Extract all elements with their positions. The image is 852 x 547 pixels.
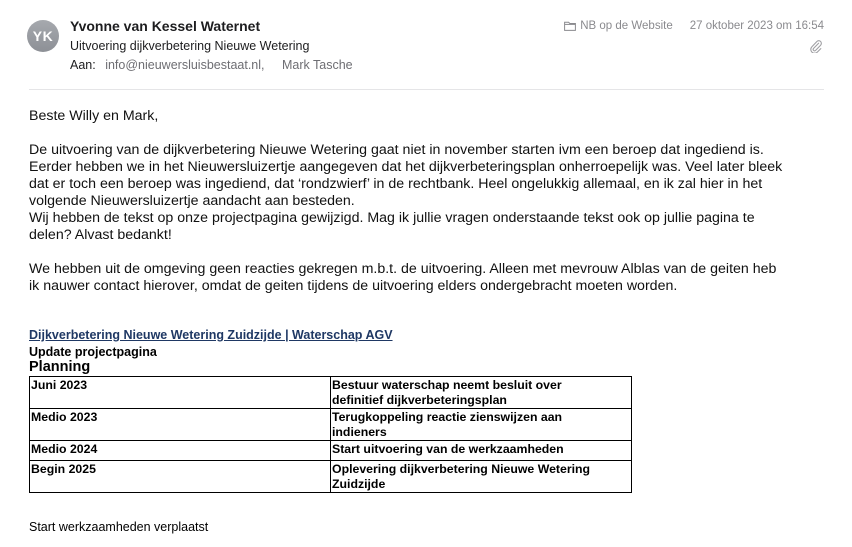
paragraph-line: dat er toch een beroep was ingediend, dat ‘rondzwierf’ in de rechtbank. Heel ongelukkig allemaal, en ik zal hier in het (29, 176, 763, 192)
planning-activity (331, 409, 632, 441)
activity-line: indieners (332, 425, 387, 439)
paperclip-icon (810, 40, 822, 53)
planning-date: Medio 2024 (30, 441, 331, 461)
activity-line: Terugkoppeling reactie zienswijzen aan (332, 410, 563, 424)
to-label: Aan: (70, 58, 96, 72)
paragraph-line: ik nauwer contact hierover, omdat de geiten tijdens de uitvoering elders ondergebracht moeten worden. (29, 278, 678, 294)
recipient-1[interactable]: info@nieuwersluisbestaat.nl, (105, 58, 265, 72)
message-date: 27 oktober 2023 om 16:54 (689, 20, 824, 32)
planning-activity (331, 377, 632, 409)
message-meta (564, 20, 824, 32)
project-page-link[interactable]: Dijkverbetering Nieuwe Wetering Zuidzijde | Waterschap AGV (29, 328, 393, 342)
paragraph-line: volgende Nieuwersluizertje aandacht aan besteden. (29, 193, 355, 209)
planning-date: Juni 2023 (30, 377, 331, 409)
footer-text: Start werkzaamheden verplaatst (29, 520, 209, 534)
paragraph-1 (29, 142, 829, 244)
sender-avatar[interactable]: YK (27, 20, 59, 52)
recipient-2[interactable]: Mark Tasche (282, 58, 353, 72)
mailbox-folder[interactable] (564, 20, 672, 32)
attachment-indicator[interactable] (810, 40, 822, 58)
planning-activity (331, 461, 632, 493)
paragraph-line: De uitvoering van de dijkverbetering Nieuwe Wetering gaat niet in november starten ivm een beroep dat ingediend is. (29, 142, 764, 158)
greeting: Beste Willy en Mark, (29, 108, 159, 124)
activity-line: Zuidzijde (332, 477, 386, 491)
activity-line: definitief dijkverbeteringsplan (332, 393, 507, 407)
table-row (30, 441, 632, 461)
paragraph-line: We hebben uit de omgeving geen reacties gekregen m.b.t. de uitvoering. Alleen met mevrouw Alblas van de geiten heb (29, 261, 777, 277)
paragraph-line: delen? Alvast bedankt! (29, 227, 172, 243)
folder-name: NB op de Website (580, 20, 673, 32)
planning-table (29, 376, 632, 493)
planning-activity (331, 441, 632, 461)
paragraph-line: Wij hebben de tekst op onze projectpagina gewijzigd. Mag ik jullie vragen onderstaande tekst ook op jullie pagina te (29, 210, 755, 226)
activity-line: Start uitvoering van de werkzaamheden (332, 442, 564, 456)
paragraph-line: Eerder hebben we in het Nieuwersluizertje aangegeven dat het dijkverbeteringsplan onherroepelijk was. Veel later bleek (29, 159, 783, 175)
table-row (30, 461, 632, 493)
sender-name[interactable]: Yvonne van Kessel Waternet (70, 18, 261, 34)
recipients-row (70, 58, 353, 72)
paragraph-2 (29, 261, 829, 295)
planning-heading: Planning (29, 359, 91, 375)
header-divider (29, 89, 824, 90)
activity-line: Bestuur waterschap neemt besluit over (332, 378, 562, 392)
planning-date: Begin 2025 (30, 461, 331, 493)
activity-line: Oplevering dijkverbetering Nieuwe Wetering (332, 462, 591, 476)
planning-date: Medio 2023 (30, 409, 331, 441)
folder-icon (564, 21, 576, 31)
table-row (30, 377, 632, 409)
table-row (30, 409, 632, 441)
message-header (0, 0, 852, 90)
update-heading: Update projectpagina (29, 345, 157, 359)
message-subject: Uitvoering dijkverbetering Nieuwe Wetering (70, 39, 310, 53)
